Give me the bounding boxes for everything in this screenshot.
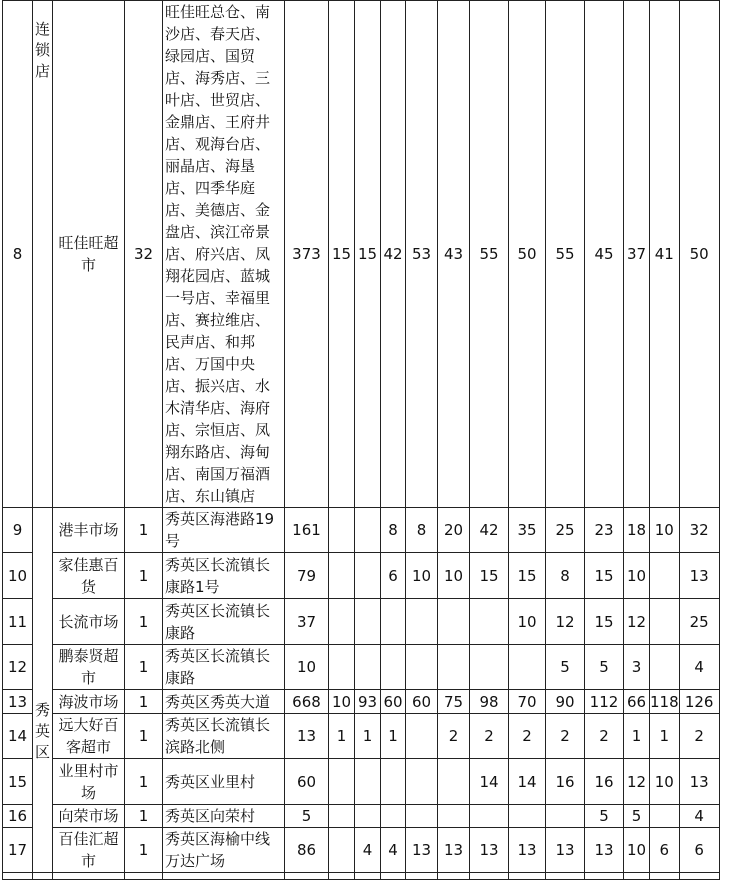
value-cell: 41 [650,1,680,508]
table-row [3,805,720,828]
value-cell: 15 [355,1,381,508]
value-cell [355,805,381,828]
value-cell [406,805,438,828]
value-cell: 6 [650,828,680,873]
value-cell: 25 [546,508,585,553]
value-cell: 14 [470,759,509,805]
store-name-cell: 鹏泰贤超市 [53,645,125,690]
value-cell: 668 [285,690,329,714]
value-cell: 1 [355,714,381,759]
value-cell: 13 [546,828,585,873]
value-cell [438,805,470,828]
store-name-cell: 家佳惠百货 [53,553,125,599]
value-cell: 75 [438,690,470,714]
store-name-cell: 旺佳旺超市 [53,1,125,508]
value-cell: 5 [624,805,650,828]
value-cell: 112 [585,690,624,714]
row-number-cell: 10 [3,553,33,599]
value-cell: 13 [406,828,438,873]
value-cell: 12 [624,759,650,805]
table-row [3,599,720,645]
group-label-text: 秀英区 [35,701,51,761]
value-cell: 15 [585,599,624,645]
value-cell: 42 [381,1,406,508]
store-count-cell: 1 [125,828,163,873]
value-cell: 10 [438,553,470,599]
value-cell: 37 [285,599,329,645]
value-cell [329,645,355,690]
empty-cell [33,873,53,880]
value-cell: 1 [381,714,406,759]
value-cell: 60 [381,690,406,714]
address-cell: 秀英区长流镇长康路 [163,599,285,645]
value-cell: 50 [679,1,719,508]
table-row [3,828,720,873]
value-cell: 10 [624,553,650,599]
value-cell: 60 [285,759,329,805]
value-cell: 5 [285,805,329,828]
value-cell: 3 [624,645,650,690]
value-cell: 10 [650,759,680,805]
table-row [3,759,720,805]
value-cell: 98 [470,690,509,714]
value-cell: 8 [546,553,585,599]
value-cell: 12 [546,599,585,645]
value-cell [329,828,355,873]
store-count-cell: 1 [125,690,163,714]
row-number-cell: 13 [3,690,33,714]
table-row [3,553,720,599]
address-cell: 秀英区长流镇长滨路北侧 [163,714,285,759]
value-cell [470,805,509,828]
value-cell: 53 [406,1,438,508]
store-name-cell: 远大好百客超市 [53,714,125,759]
value-cell: 2 [509,714,546,759]
value-cell [329,553,355,599]
value-cell: 10 [509,599,546,645]
value-cell: 4 [679,645,719,690]
value-cell: 373 [285,1,329,508]
address-cell: 秀英区长流镇长康路 [163,645,285,690]
empty-cell [329,873,355,880]
empty-cell [679,873,719,880]
value-cell [650,553,680,599]
value-cell [355,645,381,690]
value-cell: 43 [438,1,470,508]
value-cell: 14 [509,759,546,805]
empty-cell [438,873,470,880]
value-cell: 13 [470,828,509,873]
value-cell: 60 [406,690,438,714]
value-cell: 55 [470,1,509,508]
value-cell: 15 [585,553,624,599]
value-cell: 10 [285,645,329,690]
row-number-cell: 9 [3,508,33,553]
empty-cell [125,873,163,880]
value-cell: 13 [679,553,719,599]
value-cell [381,645,406,690]
address-cell: 秀英区业里村 [163,759,285,805]
value-cell [381,805,406,828]
address-cell: 秀英区长流镇长康路1号 [163,553,285,599]
value-cell: 10 [624,828,650,873]
value-cell [355,508,381,553]
value-cell [355,553,381,599]
value-cell: 13 [585,828,624,873]
address-cell: 秀英区海榆中线万达广场 [163,828,285,873]
value-cell: 2 [679,714,719,759]
value-cell [329,508,355,553]
value-cell [509,805,546,828]
store-count-cell: 1 [125,645,163,690]
empty-cell [406,873,438,880]
empty-cell [650,873,680,880]
value-cell: 8 [381,508,406,553]
store-name-cell: 港丰市场 [53,508,125,553]
value-cell: 13 [285,714,329,759]
group-label-xiuying-district [33,508,53,873]
store-count-cell: 32 [125,1,163,508]
row-number-cell: 8 [3,1,33,508]
table-row [3,1,720,508]
value-cell: 10 [650,508,680,553]
value-cell: 12 [624,599,650,645]
value-cell: 86 [285,828,329,873]
value-cell: 126 [679,690,719,714]
value-cell [470,645,509,690]
store-count-cell: 1 [125,714,163,759]
value-cell: 2 [546,714,585,759]
empty-cell [585,873,624,880]
value-cell: 70 [509,690,546,714]
empty-cell [355,873,381,880]
table-row [3,645,720,690]
value-cell: 50 [509,1,546,508]
value-cell: 18 [624,508,650,553]
store-count-cell: 1 [125,508,163,553]
value-cell [546,805,585,828]
value-cell: 16 [546,759,585,805]
value-cell: 118 [650,690,680,714]
value-cell: 20 [438,508,470,553]
value-cell [406,645,438,690]
value-cell: 25 [679,599,719,645]
address-cell: 旺佳旺总仓、南沙店、春天店、绿园店、国贸店、海秀店、三叶店、世贸店、金鼎店、王府井店、观海台店、丽晶店、海垦店、四季华庭店、美德店、金盘店、滨江帝景店、府兴店、凤翔花园店、蓝城一号店、幸福里店、赛拉维店、民声店、和邦店、万国中央店、振兴店、水木清华店、海府店、宗恒店、凤翔东路店、海甸店、南国万福酒店、东山镇店 [163,1,285,508]
value-cell: 13 [679,759,719,805]
value-cell: 93 [355,690,381,714]
value-cell [406,714,438,759]
value-cell: 15 [329,1,355,508]
value-cell: 15 [470,553,509,599]
value-cell: 66 [624,690,650,714]
store-name-cell: 向荣市场 [53,805,125,828]
value-cell [438,759,470,805]
value-cell: 10 [406,553,438,599]
store-name-cell: 长流市场 [53,599,125,645]
value-cell [329,599,355,645]
group-label-chain-stores [33,1,53,508]
value-cell: 16 [585,759,624,805]
store-name-cell: 业里村市场 [53,759,125,805]
value-cell: 45 [585,1,624,508]
value-cell: 37 [624,1,650,508]
address-cell: 秀英区向荣村 [163,805,285,828]
empty-cell [546,873,585,880]
value-cell: 4 [679,805,719,828]
value-cell: 5 [585,805,624,828]
value-cell [438,645,470,690]
value-cell: 15 [509,553,546,599]
value-cell: 2 [585,714,624,759]
value-cell [381,759,406,805]
empty-cell [163,873,285,880]
address-cell: 秀英区海港路19号 [163,508,285,553]
value-cell [438,599,470,645]
value-cell: 6 [381,553,406,599]
empty-cell [3,873,33,880]
value-cell [650,805,680,828]
empty-cell [381,873,406,880]
table-body [3,1,720,880]
value-cell: 4 [381,828,406,873]
value-cell [650,645,680,690]
row-number-cell: 15 [3,759,33,805]
value-cell: 161 [285,508,329,553]
value-cell: 42 [470,508,509,553]
value-cell: 2 [470,714,509,759]
value-cell [406,759,438,805]
value-cell: 8 [406,508,438,553]
value-cell: 32 [679,508,719,553]
address-cell: 秀英区秀英大道 [163,690,285,714]
empty-cell [470,873,509,880]
row-number-cell: 12 [3,645,33,690]
row-number-cell: 11 [3,599,33,645]
group-label-text: 连锁店 [35,20,51,80]
store-count-cell: 1 [125,805,163,828]
value-cell [329,805,355,828]
value-cell [650,599,680,645]
store-name-cell: 百佳汇超市 [53,828,125,873]
table-row-cut-off [3,873,720,880]
value-cell: 1 [329,714,355,759]
row-number-cell: 16 [3,805,33,828]
value-cell: 4 [355,828,381,873]
value-cell [355,759,381,805]
value-cell: 5 [585,645,624,690]
row-number-cell: 14 [3,714,33,759]
store-name-cell: 海波市场 [53,690,125,714]
store-count-cell: 1 [125,553,163,599]
value-cell: 90 [546,690,585,714]
value-cell: 13 [509,828,546,873]
value-cell: 6 [679,828,719,873]
value-cell: 55 [546,1,585,508]
value-cell [329,759,355,805]
value-cell: 1 [624,714,650,759]
value-cell: 23 [585,508,624,553]
empty-cell [509,873,546,880]
empty-cell [624,873,650,880]
store-table [2,0,720,880]
empty-cell [285,873,329,880]
value-cell: 13 [438,828,470,873]
row-number-cell: 17 [3,828,33,873]
store-count-cell: 1 [125,759,163,805]
table-row [3,714,720,759]
value-cell: 35 [509,508,546,553]
value-cell: 79 [285,553,329,599]
table-row [3,508,720,553]
value-cell [355,599,381,645]
empty-cell [53,873,125,880]
value-cell: 2 [438,714,470,759]
value-cell: 1 [650,714,680,759]
table-row [3,690,720,714]
value-cell [509,645,546,690]
value-cell [406,599,438,645]
store-count-cell: 1 [125,599,163,645]
value-cell: 5 [546,645,585,690]
value-cell [381,599,406,645]
value-cell: 10 [329,690,355,714]
value-cell [470,599,509,645]
